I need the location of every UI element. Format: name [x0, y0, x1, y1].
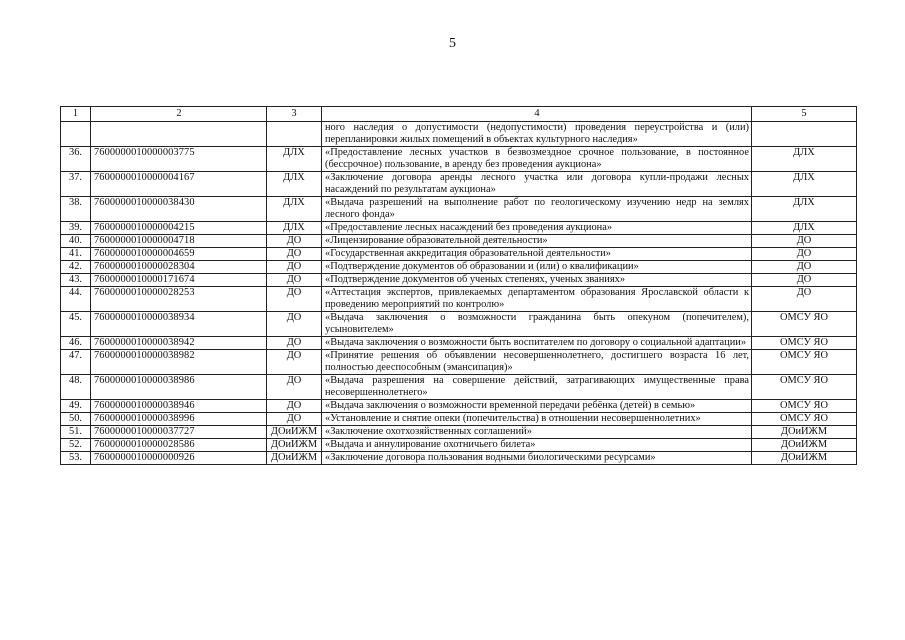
row-number: 42. [61, 261, 91, 274]
department: ДО [267, 287, 322, 312]
table-row [61, 222, 857, 235]
table-row [61, 235, 857, 248]
department: ДО [267, 248, 322, 261]
service-code: 7600000010000038982 [91, 350, 267, 375]
service-code: 7600000010000038942 [91, 337, 267, 350]
row-number: 39. [61, 222, 91, 235]
service-code: 7600000010000038946 [91, 400, 267, 413]
responsible-body: ДО [752, 261, 857, 274]
responsible-body: ДЛХ [752, 147, 857, 172]
row-number: 47. [61, 350, 91, 375]
header-col-4: 4 [322, 107, 752, 122]
row-number: 51. [61, 426, 91, 439]
row-number: 49. [61, 400, 91, 413]
service-code: 7600000010000003775 [91, 147, 267, 172]
responsible-body: ОМСУ ЯО [752, 312, 857, 337]
header-col-1: 1 [61, 107, 91, 122]
page-number: 5 [449, 36, 456, 51]
service-name: «Принятие решения об объявлении несовершеннолетнего, достигшего возраста 16 лет, полностью дееспособным (эмансипация)» [322, 350, 752, 375]
table-row [61, 274, 857, 287]
responsible-body: ОМСУ ЯО [752, 400, 857, 413]
service-code: 7600000010000004718 [91, 235, 267, 248]
row-number: 40. [61, 235, 91, 248]
service-code: 7600000010000038996 [91, 413, 267, 426]
responsible-body: ОМСУ ЯО [752, 350, 857, 375]
table-row [61, 337, 857, 350]
table-row [61, 400, 857, 413]
department: ДЛХ [267, 147, 322, 172]
service-name: «Выдача и аннулирование охотничьего билета» [322, 439, 752, 452]
department: ДО [267, 312, 322, 337]
responsible-body: ДО [752, 235, 857, 248]
services-table [60, 106, 857, 465]
service-code: 7600000010000028253 [91, 287, 267, 312]
department: ДОиИЖМ [267, 452, 322, 465]
table-row [61, 375, 857, 400]
table-header-row [61, 107, 857, 122]
table-row [61, 197, 857, 222]
service-name: «Выдача разрешения на совершение действий, затрагивающих имущественные права несовершеннолетнего» [322, 375, 752, 400]
department: ДО [267, 235, 322, 248]
department: ДО [267, 400, 322, 413]
table-row [61, 248, 857, 261]
responsible-body: ОМСУ ЯО [752, 413, 857, 426]
service-name: «Лицензирование образовательной деятельности» [322, 235, 752, 248]
row-number: 44. [61, 287, 91, 312]
department: ДО [267, 337, 322, 350]
service-name: «Выдача заключения о возможности временной передачи ребёнка (детей) в семью» [322, 400, 752, 413]
row-number: 50. [61, 413, 91, 426]
row-number: 48. [61, 375, 91, 400]
header-col-5: 5 [752, 107, 857, 122]
service-code: 7600000010000004215 [91, 222, 267, 235]
responsible-body: ДЛХ [752, 172, 857, 197]
department: ДО [267, 350, 322, 375]
service-name: «Государственная аккредитация образовательной деятельности» [322, 248, 752, 261]
responsible-body: ОМСУ ЯО [752, 375, 857, 400]
header-col-3: 3 [267, 107, 322, 122]
service-code: 7600000010000028586 [91, 439, 267, 452]
table-row [61, 172, 857, 197]
service-name: «Подтверждение документов об образовании и (или) о квалификации» [322, 261, 752, 274]
service-code: 7600000010000004659 [91, 248, 267, 261]
row-number: 38. [61, 197, 91, 222]
table-row [61, 439, 857, 452]
department: ДО [267, 413, 322, 426]
row-number: 52. [61, 439, 91, 452]
service-name: «Предоставление лесных участков в безвозмездное срочное пользование, в постоянное (бессрочное) пользование, в аренду без проведения аукциона» [322, 147, 752, 172]
service-code: 7600000010000038986 [91, 375, 267, 400]
table-body [61, 122, 857, 465]
service-name: ного наследия о допустимости (недопустимости) проведения переустройства и (или) перепланировки жилых помещений в объектах культурного наследия» [322, 122, 752, 147]
service-name: «Заключение договора пользования водными биологическими ресурсами» [322, 452, 752, 465]
service-code: 7600000010000038430 [91, 197, 267, 222]
responsible-body: ДО [752, 248, 857, 261]
service-code: 7600000010000037727 [91, 426, 267, 439]
table-row [61, 452, 857, 465]
department: ДЛХ [267, 197, 322, 222]
table-row [61, 312, 857, 337]
service-name: «Заключение охотхозяйственных соглашений» [322, 426, 752, 439]
header-col-2: 2 [91, 107, 267, 122]
row-number: 45. [61, 312, 91, 337]
service-code: 7600000010000000926 [91, 452, 267, 465]
service-name: «Подтверждение документов об ученых степенях, ученых званиях» [322, 274, 752, 287]
service-name: «Заключение договора аренды лесного участка или договора купли-продажи лесных насаждений по результатам аукциона» [322, 172, 752, 197]
row-number: 37. [61, 172, 91, 197]
responsible-body [752, 122, 857, 147]
row-number: 41. [61, 248, 91, 261]
department [267, 122, 322, 147]
department: ДОиИЖМ [267, 426, 322, 439]
service-code [91, 122, 267, 147]
table-row [61, 122, 857, 147]
department: ДОиИЖМ [267, 439, 322, 452]
department: ДЛХ [267, 172, 322, 197]
responsible-body: ДО [752, 274, 857, 287]
service-code: 7600000010000171674 [91, 274, 267, 287]
service-code: 7600000010000028304 [91, 261, 267, 274]
service-name: «Установление и снятие опеки (попечительства) в отношении несовершеннолетних» [322, 413, 752, 426]
row-number: 53. [61, 452, 91, 465]
responsible-body: ДОиИЖМ [752, 439, 857, 452]
row-number: 43. [61, 274, 91, 287]
service-code: 7600000010000004167 [91, 172, 267, 197]
table-row [61, 147, 857, 172]
responsible-body: ДЛХ [752, 197, 857, 222]
service-name: «Выдача разрешений на выполнение работ по геологическому изучению недр на землях лесного фонда» [322, 197, 752, 222]
responsible-body: ДО [752, 287, 857, 312]
responsible-body: ДОиИЖМ [752, 452, 857, 465]
department: ДЛХ [267, 222, 322, 235]
table-row [61, 287, 857, 312]
table-row [61, 261, 857, 274]
service-code: 7600000010000038934 [91, 312, 267, 337]
row-number: 36. [61, 147, 91, 172]
responsible-body: ДОиИЖМ [752, 426, 857, 439]
service-name: «Аттестация экспертов, привлекаемых департаментом образования Ярославской области к проведению мероприятий по контролю» [322, 287, 752, 312]
responsible-body: ОМСУ ЯО [752, 337, 857, 350]
responsible-body: ДЛХ [752, 222, 857, 235]
service-name: «Предоставление лесных насаждений без проведения аукциона» [322, 222, 752, 235]
table-row [61, 413, 857, 426]
row-number: 46. [61, 337, 91, 350]
department: ДО [267, 274, 322, 287]
department: ДО [267, 261, 322, 274]
table-row [61, 350, 857, 375]
service-name: «Выдача заключения о возможности гражданина быть опекуном (попечителем), усыновителем» [322, 312, 752, 337]
department: ДО [267, 375, 322, 400]
row-number [61, 122, 91, 147]
table-row [61, 426, 857, 439]
service-name: «Выдача заключения о возможности быть воспитателем по договору о социальной адаптации» [322, 337, 752, 350]
